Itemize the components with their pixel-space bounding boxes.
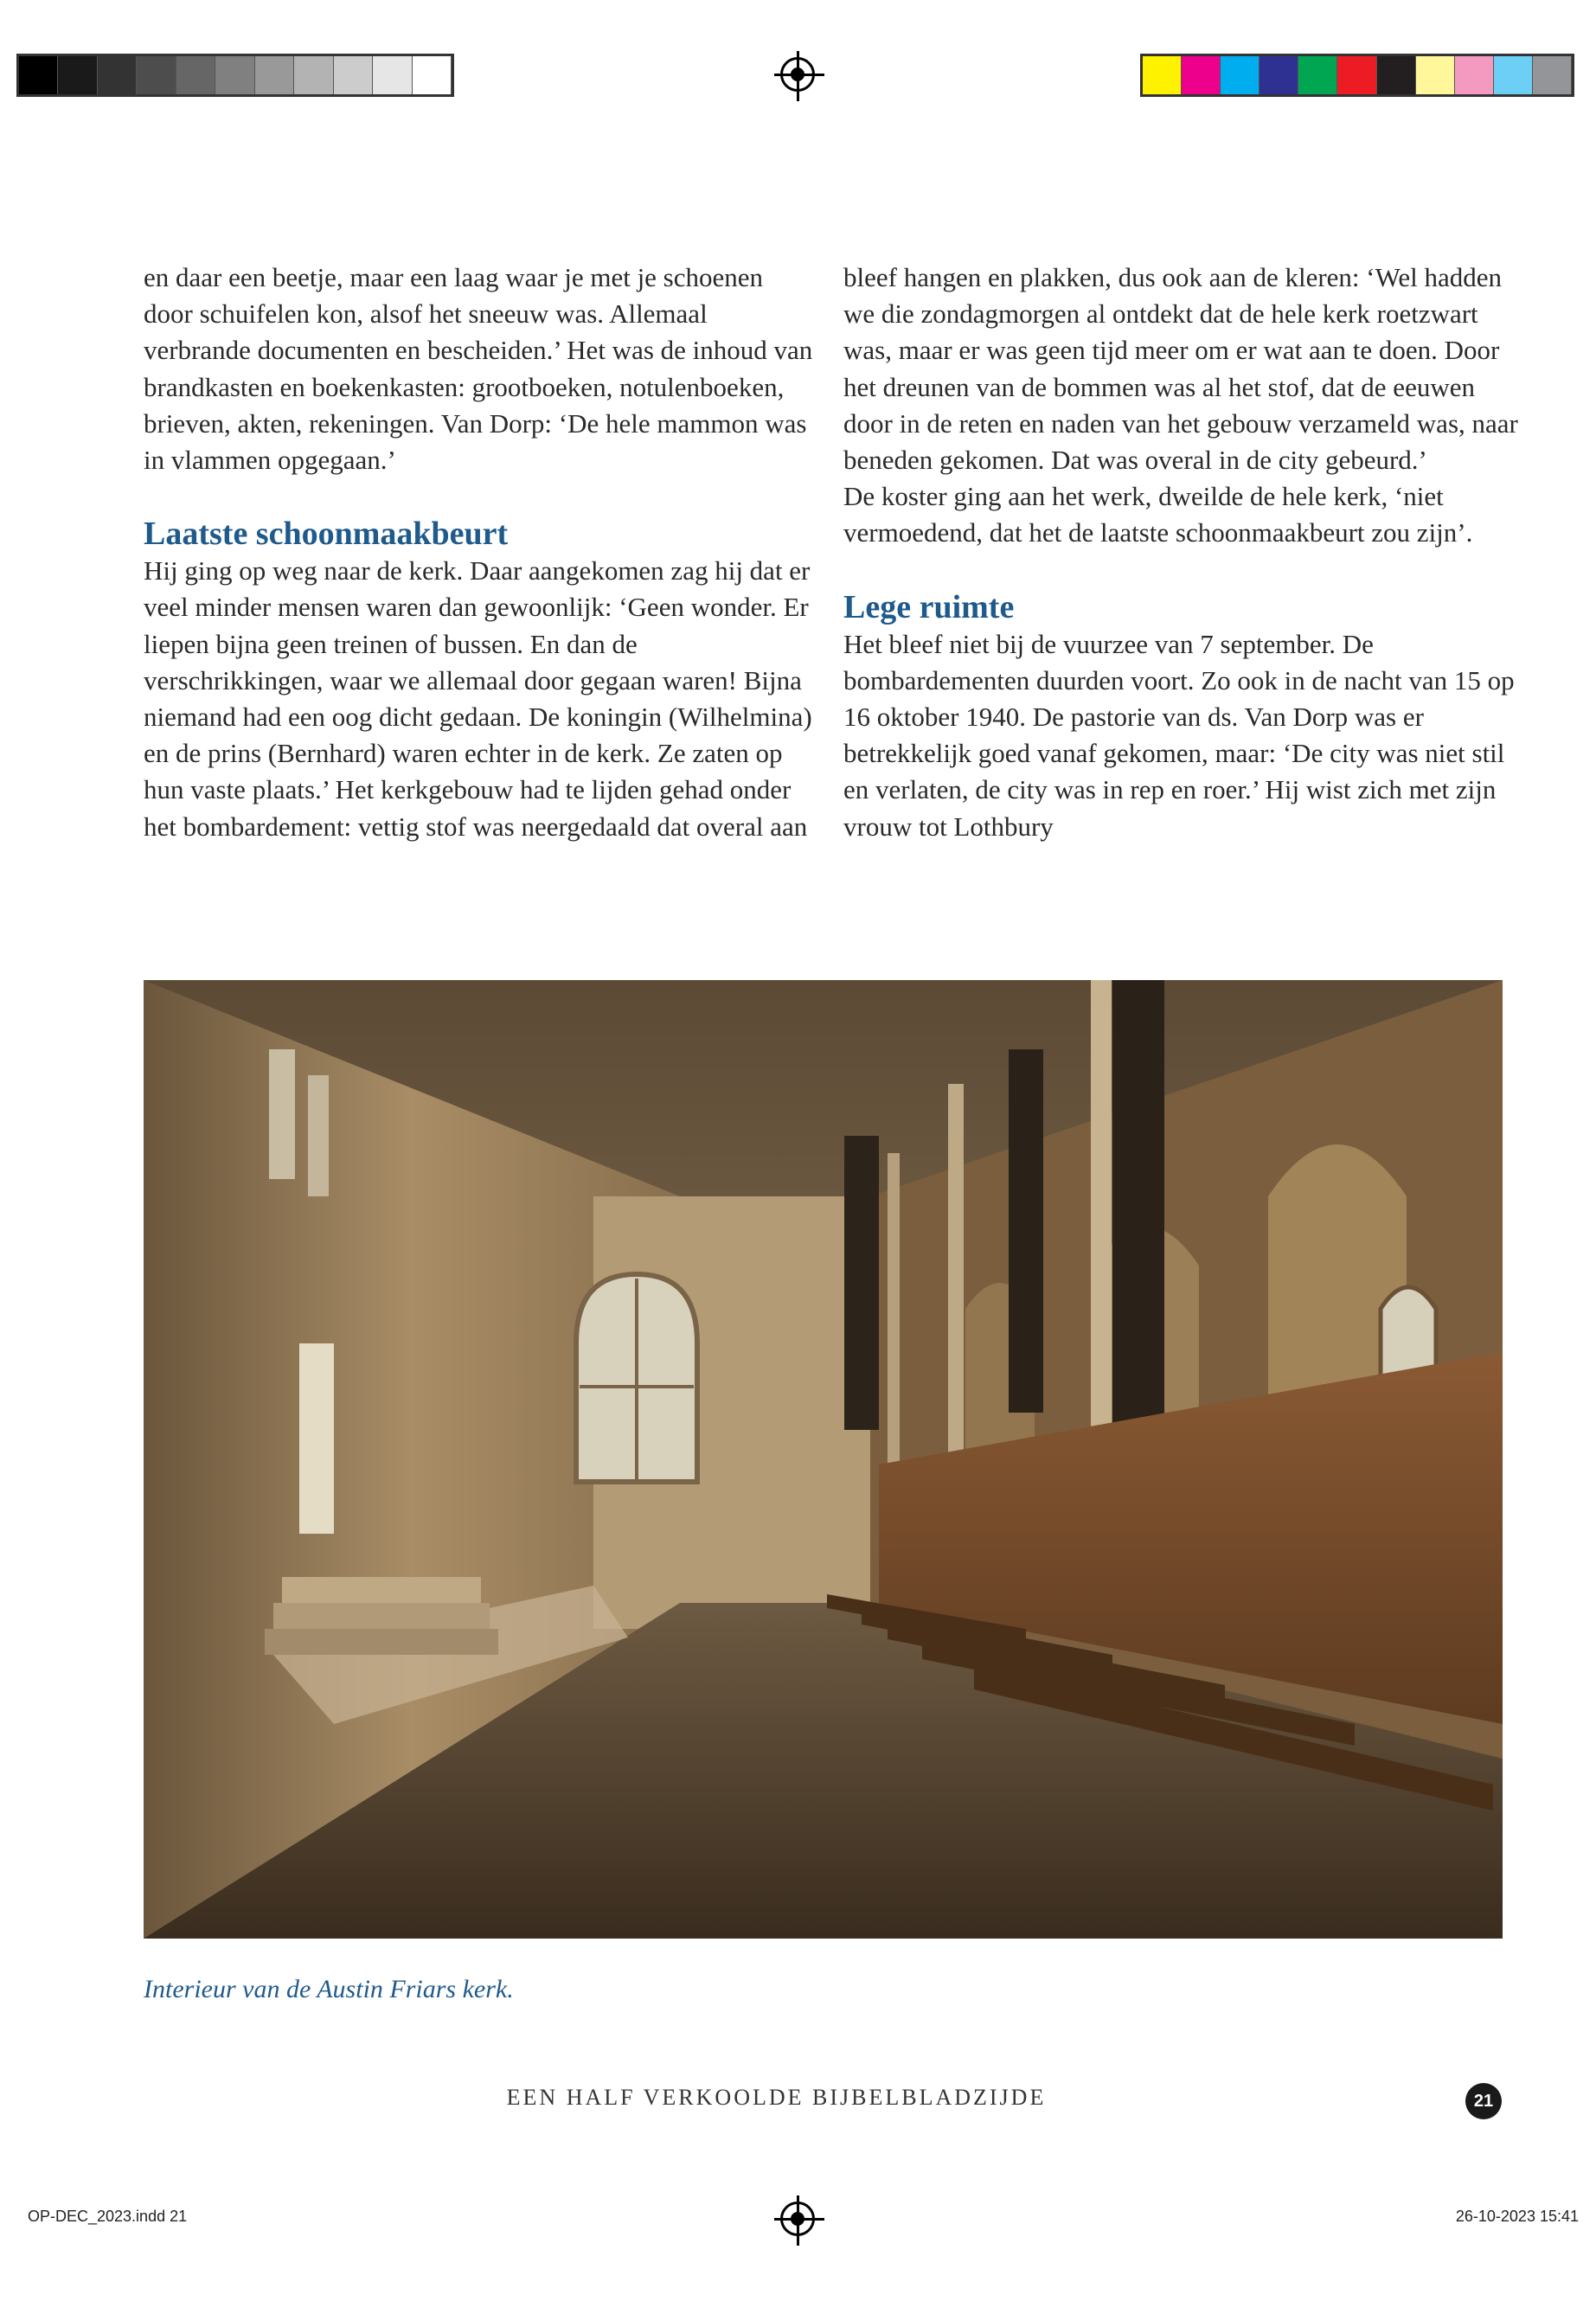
page-number-badge: 21 [1465,2083,1502,2119]
left-paragraph-1: en daar een beetje, maar een laag waar je met je schoenen door schuifelen kon, alsof het sneeuw was. Allemaal verbrande documenten en bescheiden.’ Het was de inhoud van brandkasten en boekenkasten: grootboeken, notulenboeken, brieven, akten, rekeningen. Van Dorp: ‘De hele mammon was in vlammen opgegaan.’ [144,262,813,476]
color-swatch-9 [1455,56,1494,94]
left-text-column [144,260,818,845]
grayscale-calibration-bar [16,54,454,97]
gray-swatch-10 [373,56,412,94]
running-title: EEN HALF VERKOOLDE BIJBELBLADZIJDE [506,2085,1047,2110]
gray-swatch-1 [19,56,58,94]
registration-mark-bottom [780,2202,815,2236]
gray-swatch-4 [137,56,176,94]
color-swatch-7 [1377,56,1416,94]
church-interior-illustration [144,980,1503,1939]
right-text-column [843,260,1518,845]
gray-swatch-7 [255,56,294,94]
photo-caption: Interieur van de Austin Friars kerk. [144,1975,514,2003]
slug-file-info: OP-DEC_2023.indd 21 [28,2208,188,2225]
color-swatch-2 [1182,56,1221,94]
color-swatch-8 [1416,56,1455,94]
color-swatch-6 [1337,56,1376,94]
right-paragraph-3: Het bleef niet bij de vuurzee van 7 september. De bombardementen duurden voort. Zo ook in de nacht van 15 op 16 oktober 1940. De pastorie van ds. Van Dorp was er betrekkelijk goed vanaf gekomen, maar: ‘De city was niet stil en verlaten, de city was in rep en roer.’ Hij wist zich met zijn vrouw tot Lothbury [843,628,1515,842]
registration-mark-top [780,57,815,92]
right-paragraph-2: De koster ging aan het werk, dweilde de hele kerk, ‘niet vermoedend, dat het de laatste schoonmaakbeurt zou zijn’. [843,481,1473,548]
gray-swatch-5 [176,56,215,94]
gray-swatch-2 [58,56,97,94]
left-paragraph-2: Hij ging op weg naar de kerk. Daar aangekomen zag hij dat er veel minder mensen waren dan gewoonlijk: ‘Geen wonder. Er liepen bijna geen treinen of bussen. En dan de verschrikkingen, waar we allemaal door gegaan waren! Bijna niemand had een oog dicht gedaan. De koningin (Wilhelmina) en de prins (Bernhard) waren echter in de kerk. Ze zaten op hun vaste plaats.’ Het kerkgebouw had te lijden gehad onder het bombardement: vettig stof was neergedaald dat overal aan [144,555,812,842]
color-swatch-4 [1259,56,1298,94]
section-heading-lege-ruimte: Lege ruimte [843,588,1015,625]
church-interior-photo [144,980,1503,1939]
color-swatch-1 [1143,56,1182,94]
color-swatch-5 [1298,56,1337,94]
gray-swatch-8 [294,56,333,94]
gray-swatch-6 [215,56,254,94]
right-paragraph-1: bleef hangen en plakken, dus ook aan de kleren: ‘Wel hadden we die zondagmorgen al ontdekt dat de hele kerk roetzwart was, maar er was geen tijd meer om er wat aan te doen. Door het dreunen van de bommen was al het stof, dat de eeuwen door in de reten en naden van het gebouw verzameld was, naar beneden gekomen. Dat was overal in de city gebeurd.’ [843,262,1518,476]
color-swatch-10 [1494,56,1533,94]
slug-date-info: 26-10-2023 15:41 [1455,2208,1579,2225]
color-calibration-bar [1140,54,1574,97]
gray-swatch-9 [334,56,373,94]
gray-swatch-3 [98,56,137,94]
gray-swatch-11 [413,56,452,94]
section-heading-laatste-schoonmaakbeurt: Laatste schoonmaakbeurt [144,516,509,553]
color-swatch-11 [1533,56,1572,94]
color-swatch-3 [1221,56,1259,94]
